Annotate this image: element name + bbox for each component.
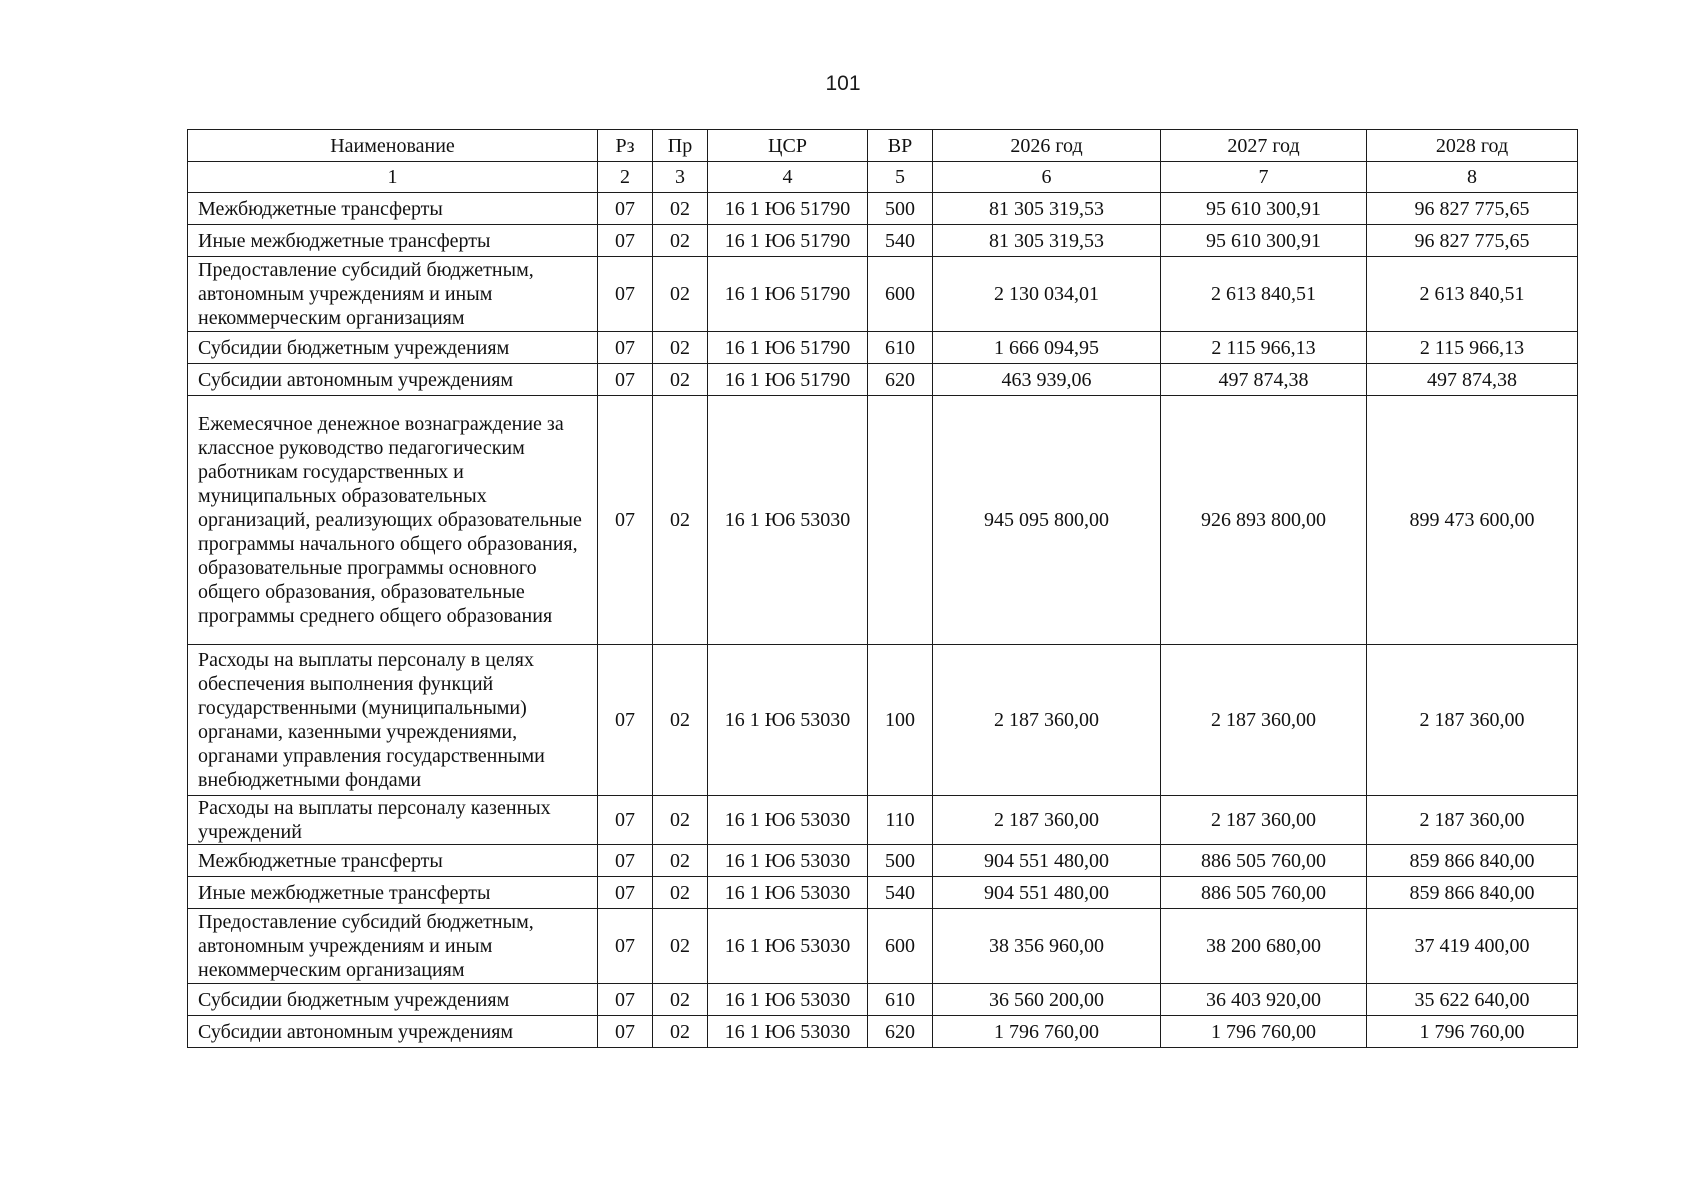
row-csr: 16 1 Ю6 51790 [708, 364, 868, 396]
row-pr: 02 [653, 645, 708, 796]
column-number: 1 [188, 162, 598, 193]
row-pr: 02 [653, 396, 708, 645]
row-2026: 1 796 760,00 [933, 1016, 1161, 1048]
table-row [188, 257, 1578, 332]
row-2027: 2 187 360,00 [1161, 796, 1367, 845]
row-vr: 610 [868, 984, 933, 1016]
row-2026: 38 356 960,00 [933, 909, 1161, 984]
row-pr: 02 [653, 877, 708, 909]
row-name: Субсидии бюджетным учреждениям [188, 984, 598, 1016]
row-vr: 600 [868, 909, 933, 984]
row-pr: 02 [653, 332, 708, 364]
row-name: Субсидии автономным учреждениям [188, 1016, 598, 1048]
row-name: Межбюджетные трансферты [188, 193, 598, 225]
row-name: Расходы на выплаты персоналу казенных учреждений [188, 796, 598, 845]
header-row [188, 130, 1578, 162]
row-2028: 2 187 360,00 [1367, 645, 1578, 796]
row-2026: 463 939,06 [933, 364, 1161, 396]
row-2027: 2 613 840,51 [1161, 257, 1367, 332]
header-name: Наименование [188, 130, 598, 162]
row-2028: 859 866 840,00 [1367, 845, 1578, 877]
header-pr: Пр [653, 130, 708, 162]
row-pr: 02 [653, 796, 708, 845]
row-2027: 36 403 920,00 [1161, 984, 1367, 1016]
table-row [188, 909, 1578, 984]
row-rz: 07 [598, 257, 653, 332]
column-number: 8 [1367, 162, 1578, 193]
row-2026: 81 305 319,53 [933, 225, 1161, 257]
table-row [188, 877, 1578, 909]
row-2027: 95 610 300,91 [1161, 193, 1367, 225]
row-name: Межбюджетные трансферты [188, 845, 598, 877]
table-row [188, 364, 1578, 396]
row-2027: 1 796 760,00 [1161, 1016, 1367, 1048]
table-row [188, 984, 1578, 1016]
row-csr: 16 1 Ю6 53030 [708, 796, 868, 845]
row-vr: 540 [868, 877, 933, 909]
column-number-row [188, 162, 1578, 193]
row-name: Иные межбюджетные трансферты [188, 877, 598, 909]
row-csr: 16 1 Ю6 53030 [708, 396, 868, 645]
column-number: 3 [653, 162, 708, 193]
row-vr: 500 [868, 845, 933, 877]
header-csr: ЦСР [708, 130, 868, 162]
row-2028: 497 874,38 [1367, 364, 1578, 396]
table-row [188, 645, 1578, 796]
row-name: Предоставление субсидий бюджетным, автономным учреждениям и иным некоммерческим организациям [188, 257, 598, 332]
row-2026: 904 551 480,00 [933, 845, 1161, 877]
row-2026: 2 130 034,01 [933, 257, 1161, 332]
row-2028: 2 187 360,00 [1367, 796, 1578, 845]
row-vr: 620 [868, 364, 933, 396]
row-rz: 07 [598, 877, 653, 909]
row-vr: 620 [868, 1016, 933, 1048]
row-vr: 540 [868, 225, 933, 257]
row-pr: 02 [653, 1016, 708, 1048]
row-rz: 07 [598, 1016, 653, 1048]
row-csr: 16 1 Ю6 53030 [708, 845, 868, 877]
row-pr: 02 [653, 364, 708, 396]
row-pr: 02 [653, 909, 708, 984]
row-2027: 95 610 300,91 [1161, 225, 1367, 257]
column-number: 6 [933, 162, 1161, 193]
row-2027: 886 505 760,00 [1161, 845, 1367, 877]
row-rz: 07 [598, 396, 653, 645]
row-pr: 02 [653, 225, 708, 257]
row-vr: 600 [868, 257, 933, 332]
row-rz: 07 [598, 364, 653, 396]
row-pr: 02 [653, 257, 708, 332]
row-rz: 07 [598, 909, 653, 984]
table-row [188, 193, 1578, 225]
row-2026: 904 551 480,00 [933, 877, 1161, 909]
row-2026: 2 187 360,00 [933, 796, 1161, 845]
row-rz: 07 [598, 225, 653, 257]
row-csr: 16 1 Ю6 53030 [708, 877, 868, 909]
column-number: 7 [1161, 162, 1367, 193]
row-name: Субсидии автономным учреждениям [188, 364, 598, 396]
budget-table [187, 129, 1578, 1048]
header-rz: Рз [598, 130, 653, 162]
row-2027: 2 187 360,00 [1161, 645, 1367, 796]
row-2028: 2 115 966,13 [1367, 332, 1578, 364]
row-rz: 07 [598, 845, 653, 877]
header-2028: 2028 год [1367, 130, 1578, 162]
row-csr: 16 1 Ю6 51790 [708, 193, 868, 225]
row-2026: 36 560 200,00 [933, 984, 1161, 1016]
row-2028: 96 827 775,65 [1367, 193, 1578, 225]
row-rz: 07 [598, 796, 653, 845]
row-csr: 16 1 Ю6 51790 [708, 225, 868, 257]
row-2027: 886 505 760,00 [1161, 877, 1367, 909]
row-2028: 37 419 400,00 [1367, 909, 1578, 984]
row-rz: 07 [598, 332, 653, 364]
row-vr: 100 [868, 645, 933, 796]
row-csr: 16 1 Ю6 51790 [708, 257, 868, 332]
page-number: 101 [825, 72, 861, 95]
row-rz: 07 [598, 193, 653, 225]
column-number: 2 [598, 162, 653, 193]
row-2026: 945 095 800,00 [933, 396, 1161, 645]
row-name: Ежемесячное денежное вознаграждение за классное руководство педагогическим работникам государственных и муниципальных образовательных организаций, реализующих образовательные программы начального общего образования, образовательные программы основного общего образования, образовательные программы среднего общего образования [188, 396, 598, 645]
row-csr: 16 1 Ю6 53030 [708, 984, 868, 1016]
table-row [188, 796, 1578, 845]
row-name: Субсидии бюджетным учреждениям [188, 332, 598, 364]
column-number: 5 [868, 162, 933, 193]
row-csr: 16 1 Ю6 53030 [708, 909, 868, 984]
table-row [188, 225, 1578, 257]
row-csr: 16 1 Ю6 53030 [708, 645, 868, 796]
row-name: Предоставление субсидий бюджетным, автономным учреждениям и иным некоммерческим организациям [188, 909, 598, 984]
row-2028: 2 613 840,51 [1367, 257, 1578, 332]
column-number: 4 [708, 162, 868, 193]
header-vr: ВР [868, 130, 933, 162]
row-2027: 38 200 680,00 [1161, 909, 1367, 984]
row-csr: 16 1 Ю6 51790 [708, 332, 868, 364]
row-vr: 500 [868, 193, 933, 225]
row-name: Расходы на выплаты персоналу в целях обеспечения выполнения функций государственными (муниципальными) органами, казенными учреждениями, органами управления государственными внебюджетными фондами [188, 645, 598, 796]
row-2028: 899 473 600,00 [1367, 396, 1578, 645]
row-2028: 35 622 640,00 [1367, 984, 1578, 1016]
row-2028: 1 796 760,00 [1367, 1016, 1578, 1048]
table-row [188, 396, 1578, 645]
row-vr: 610 [868, 332, 933, 364]
row-rz: 07 [598, 984, 653, 1016]
row-2026: 81 305 319,53 [933, 193, 1161, 225]
table-row [188, 1016, 1578, 1048]
row-name: Иные межбюджетные трансферты [188, 225, 598, 257]
row-csr: 16 1 Ю6 53030 [708, 1016, 868, 1048]
row-2028: 859 866 840,00 [1367, 877, 1578, 909]
row-2027: 2 115 966,13 [1161, 332, 1367, 364]
row-2026: 1 666 094,95 [933, 332, 1161, 364]
row-vr [868, 396, 933, 645]
row-vr: 110 [868, 796, 933, 845]
row-2027: 497 874,38 [1161, 364, 1367, 396]
row-2027: 926 893 800,00 [1161, 396, 1367, 645]
row-pr: 02 [653, 845, 708, 877]
row-rz: 07 [598, 645, 653, 796]
table-row [188, 845, 1578, 877]
row-pr: 02 [653, 193, 708, 225]
row-2028: 96 827 775,65 [1367, 225, 1578, 257]
header-2026: 2026 год [933, 130, 1161, 162]
row-pr: 02 [653, 984, 708, 1016]
header-2027: 2027 год [1161, 130, 1367, 162]
table-row [188, 332, 1578, 364]
row-2026: 2 187 360,00 [933, 645, 1161, 796]
